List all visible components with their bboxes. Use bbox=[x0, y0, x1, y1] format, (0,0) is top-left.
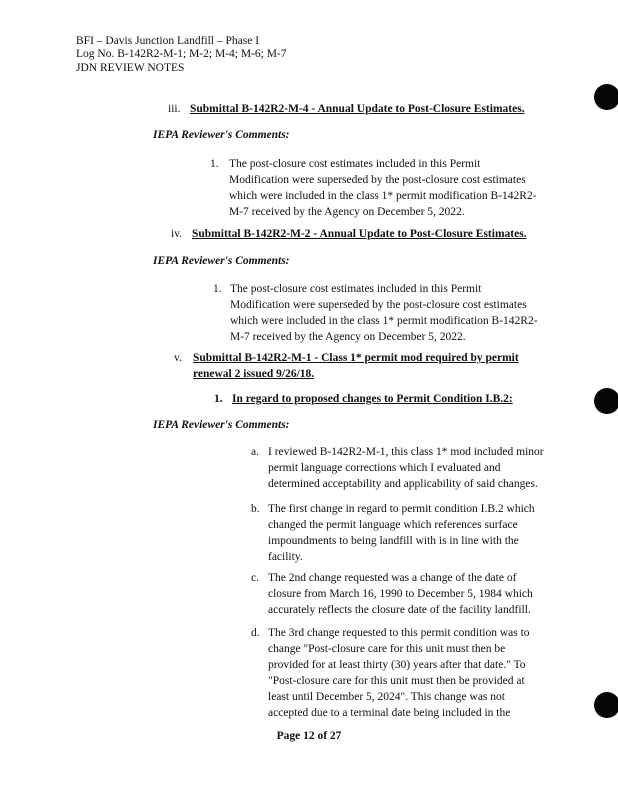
item-a-text: I reviewed B-142R2-M-1, this class 1* mod included minor permit language corrections which I evaluated and determined acceptability and applicability of said changes. bbox=[268, 446, 544, 490]
section-v-reviewer-label: IEPA Reviewer's Comments: bbox=[153, 419, 290, 431]
item-b-text: The first change in regard to permit condition I.B.2 which changed the permit language which references surface impoundments to being landfill with is in line with the facility. bbox=[268, 503, 535, 563]
item-a-letter: a. bbox=[251, 446, 259, 458]
section-iv-item-number: 1. bbox=[213, 283, 222, 295]
header-line-2: Log No. B-142R2-M-1; M-2; M-4; M-6; M-7 bbox=[76, 48, 287, 60]
section-iii-item-text: The post-closure cost estimates included in this Permit Modification were superseded by the post-closure cost estimates which were included in the class 1* permit modification B-142R2- M-7 received by the Agency on December 5, 2022. bbox=[229, 158, 537, 218]
section-v-numeral: v. bbox=[174, 352, 182, 364]
section-iv-numeral: iv. bbox=[171, 228, 183, 240]
item-c-letter: c. bbox=[251, 572, 259, 584]
page-number: Page 12 of 27 bbox=[276, 730, 342, 742]
section-v-sub-number: 1. bbox=[214, 393, 223, 405]
section-v-sub-title: In regard to proposed changes to Permit Condition I.B.2: bbox=[232, 393, 513, 405]
item-c-text: The 2nd change requested was a change of the date of closure from March 16, 1990 to December 5, 1984 which accurately reflects the closure date of the facility landfill. bbox=[268, 572, 533, 616]
header-line-1: BFI – Davis Junction Landfill – Phase I bbox=[76, 35, 260, 47]
header-line-3: JDN REVIEW NOTES bbox=[76, 62, 185, 74]
section-iv-reviewer-label: IEPA Reviewer's Comments: bbox=[153, 255, 290, 267]
punch-hole-bottom bbox=[594, 692, 618, 718]
section-v-title: Submittal B-142R2-M-1 - Class 1* permit mod required by permit renewal 2 issued 9/26/18. bbox=[193, 352, 519, 380]
item-d-letter: d. bbox=[251, 627, 260, 639]
section-iii-reviewer-label: IEPA Reviewer's Comments: bbox=[153, 129, 290, 141]
punch-hole-top bbox=[594, 84, 618, 110]
item-d-text: The 3rd change requested to this permit condition was to change "Post-closure care for this unit must then be provided for at least thirty (30) years after that date." To "Post-closure care for this unit must then be provided at least until December 5, 2024". This change was not accepted due to a terminal date being included in the bbox=[268, 627, 530, 719]
section-iii-title: Submittal B-142R2-M-4 - Annual Update to Post-Closure Estimates. bbox=[190, 103, 525, 115]
item-b-letter: b. bbox=[251, 503, 260, 515]
section-iv-title: Submittal B-142R2-M-2 - Annual Update to Post-Closure Estimates. bbox=[192, 228, 527, 240]
section-iv-item-text: The post-closure cost estimates included in this Permit Modification were superseded by the post-closure cost estimates which were included in the class 1* permit modification B-142R2- M-7 received by the Agency on December 5, 2022. bbox=[230, 283, 538, 343]
punch-hole-middle bbox=[594, 388, 618, 414]
section-iii-item-number: 1. bbox=[210, 158, 219, 170]
section-iii-numeral: iii. bbox=[168, 103, 181, 115]
